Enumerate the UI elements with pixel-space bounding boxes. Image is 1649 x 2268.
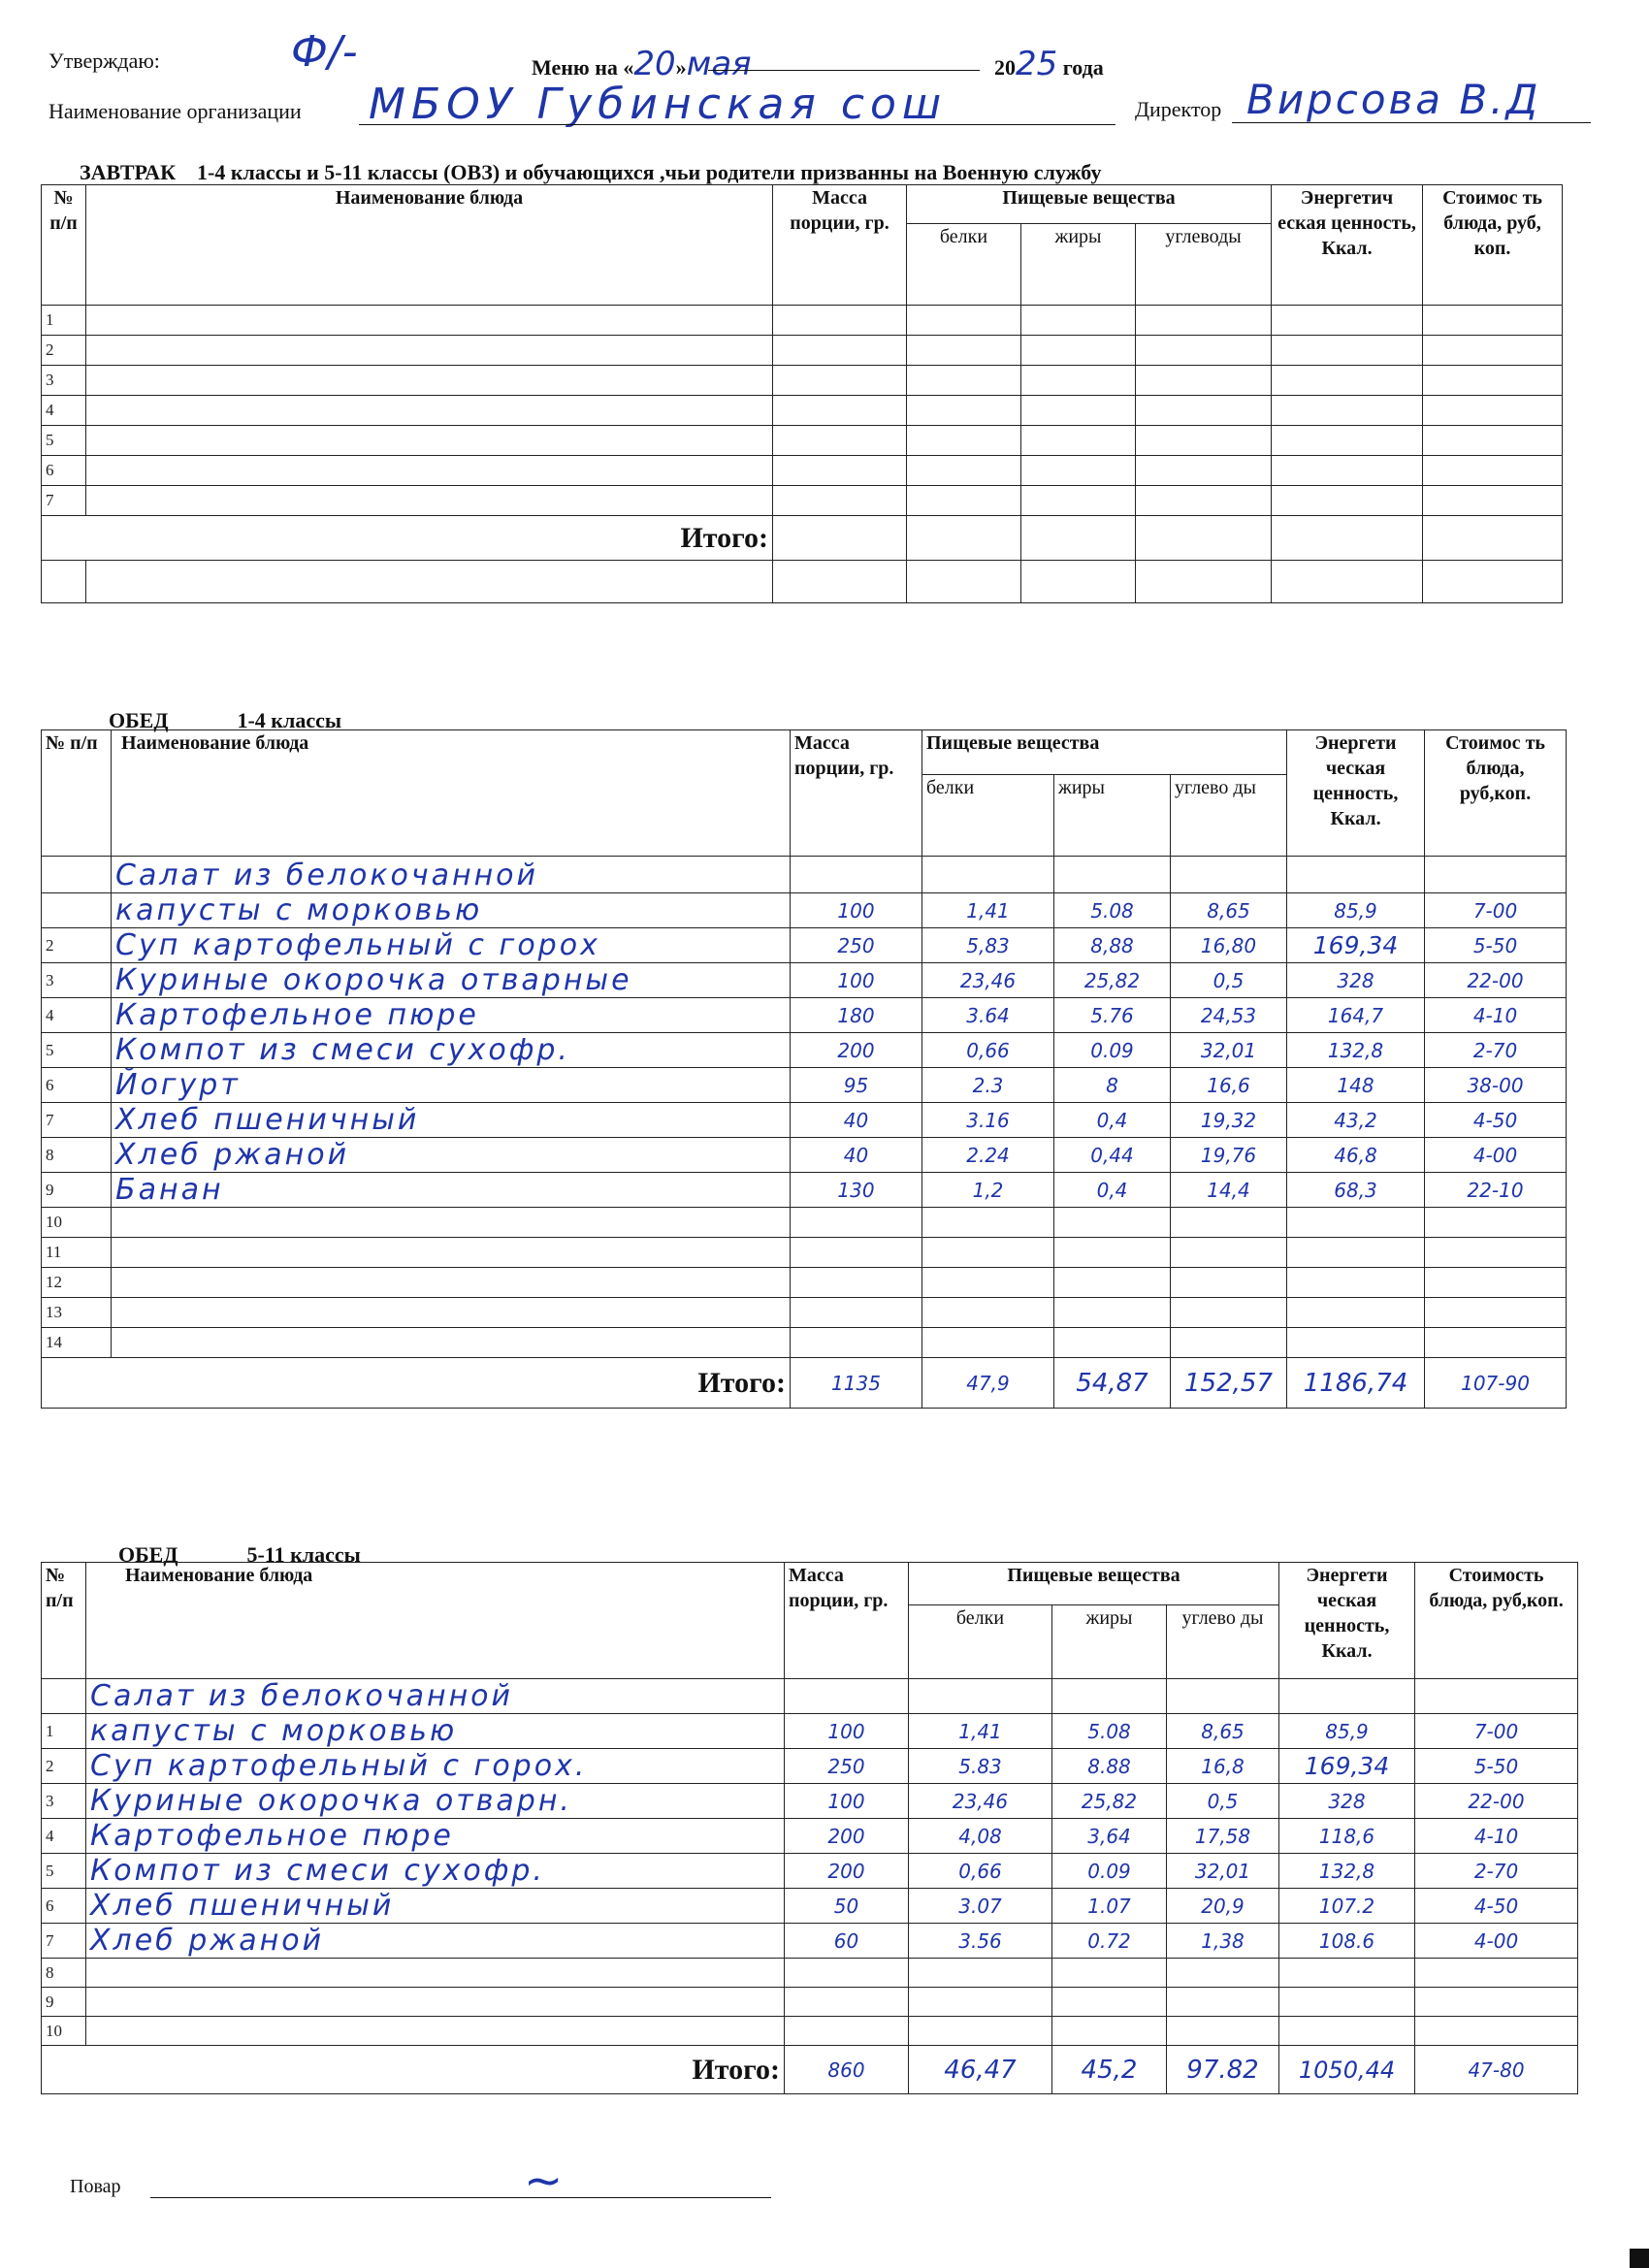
dish-name: Йогурт [115, 1068, 241, 1102]
table-row [42, 1173, 1567, 1208]
dish-carbs [1171, 1208, 1287, 1238]
dish-protein [922, 1208, 1054, 1238]
row-number: 6 [42, 1889, 86, 1924]
lunch1-col-carbs: углево ды [1171, 775, 1287, 857]
dish-carbs: 20,9 [1167, 1889, 1279, 1924]
row-number: 7 [42, 486, 86, 516]
lunch2-dish-name-line1: Салат из белокочанной [90, 1679, 514, 1713]
dish-mass: 100 [791, 893, 922, 928]
lunch2-col-protein: белки [909, 1605, 1052, 1679]
row-number: 4 [42, 998, 112, 1033]
table-row [42, 1138, 1567, 1173]
breakfast-title-line [80, 160, 1101, 185]
dish-mass [791, 1238, 922, 1268]
breakfast-total-label: Итого: [86, 516, 773, 561]
dish-energy [1287, 1268, 1425, 1298]
dish-cost [1425, 1328, 1567, 1358]
dish-cost: 7-00 [1425, 893, 1567, 928]
col-name: Наименование блюда [86, 185, 773, 306]
dish-energy: 43,2 [1287, 1103, 1425, 1138]
dish-fat: 5.76 [1054, 998, 1171, 1033]
dish-protein [909, 1959, 1052, 1988]
lunch1-title: ОБЕД [109, 708, 169, 732]
dish-cost [1425, 1238, 1567, 1268]
dish-cost [1415, 1959, 1578, 1988]
lunch2-total-energy: 1050,44 [1279, 2046, 1415, 2094]
dish-name: Куриные окорочка отварные [115, 963, 632, 997]
dish-carbs: 8,65 [1167, 1714, 1279, 1749]
breakfast-row [42, 486, 1563, 516]
menu-label: Меню на « [532, 55, 634, 80]
lunch1-total-carbs: 152,57 [1171, 1358, 1287, 1409]
cook-signature: ~ [524, 2154, 564, 2208]
row-number: 2 [42, 1749, 86, 1784]
dish-mass: 180 [791, 998, 922, 1033]
col-fat: жиры [1021, 224, 1136, 306]
org-label: Наименование организации [48, 99, 302, 123]
dish-fat: 0.09 [1052, 1854, 1167, 1889]
row-number: 10 [42, 2017, 86, 2046]
dish-cost: 7-00 [1415, 1714, 1578, 1749]
dish-fat: 5.08 [1052, 1714, 1167, 1749]
lunch1-total-mass: 1135 [791, 1358, 922, 1409]
lunch2-col-mass: Масса порции, гр. [785, 1563, 909, 1679]
table-row [42, 1854, 1578, 1889]
dish-protein: 23,46 [922, 963, 1054, 998]
dish-energy [1279, 2017, 1415, 2046]
dish-energy [1279, 1988, 1415, 2017]
dish-name: капусты с морковью [90, 1714, 458, 1748]
dish-protein: 1,41 [909, 1714, 1052, 1749]
dish-mass [785, 1959, 909, 1988]
breakfast-row [42, 366, 1563, 396]
dish-mass [785, 1988, 909, 2017]
lunch1-total-label: Итого: [112, 1358, 791, 1409]
dish-fat [1054, 1298, 1171, 1328]
dish-mass [791, 1268, 922, 1298]
lunch2-col-cost: Стоимость блюда, руб,коп. [1415, 1563, 1578, 1679]
dish-cost [1425, 1208, 1567, 1238]
dish-cost [1425, 1268, 1567, 1298]
row-number: 9 [42, 1988, 86, 2017]
lunch2-total-protein: 46,47 [909, 2046, 1052, 2094]
dish-cost: 5-50 [1425, 928, 1567, 963]
table-row [42, 1819, 1578, 1854]
dish-mass: 40 [791, 1103, 922, 1138]
dish-name: Хлеб ржаной [115, 1138, 350, 1172]
dish-name: Суп картофельный с горох. [90, 1749, 588, 1783]
dish-protein: 0,66 [909, 1854, 1052, 1889]
lunch2-title: ОБЕД [118, 1542, 178, 1567]
dish-cost: 4-00 [1425, 1138, 1567, 1173]
lunch1-col-mass: Масса порции, гр. [791, 730, 922, 857]
dish-protein [922, 1328, 1054, 1358]
breakfast-title: ЗАВТРАК [80, 160, 177, 184]
menu-mid: » [675, 55, 687, 80]
col-carbs: углеводы [1136, 224, 1272, 306]
dish-protein: 2.3 [922, 1068, 1054, 1103]
dish-energy [1279, 1959, 1415, 1988]
dish-carbs [1171, 1298, 1287, 1328]
menu-year-value: 25 [1016, 45, 1058, 83]
dish-cost: 22-00 [1425, 963, 1567, 998]
lunch2-total-mass: 860 [785, 2046, 909, 2094]
row-number: 8 [42, 1138, 112, 1173]
lunch2-col-name: Наименование блюда [86, 1563, 785, 1679]
row-number: 2 [42, 336, 86, 366]
dish-protein: 0,66 [922, 1033, 1054, 1068]
dish-cost: 38-00 [1425, 1068, 1567, 1103]
lunch1-col-name: Наименование блюда [112, 730, 791, 857]
dish-energy [1287, 1208, 1425, 1238]
dish-protein: 1,2 [922, 1173, 1054, 1208]
dish-carbs: 16,8 [1167, 1749, 1279, 1784]
lunch2-total-row [42, 2046, 1578, 2094]
dish-name: Картофельное пюре [115, 998, 479, 1032]
dish-energy [1287, 1238, 1425, 1268]
dish-cost [1425, 1298, 1567, 1328]
dish-cost: 22-00 [1415, 1784, 1578, 1819]
lunch2-col-energy: Энергети ческая ценность, Ккал. [1279, 1563, 1415, 1679]
col-cost: Стоимос ть блюда, руб, коп. [1423, 185, 1563, 306]
dish-energy [1287, 1328, 1425, 1358]
lunch1-total-fat: 54,87 [1054, 1358, 1171, 1409]
lunch2-total-label: Итого: [86, 2046, 785, 2094]
dish-carbs [1171, 1238, 1287, 1268]
lunch1-total-protein: 47,9 [922, 1358, 1054, 1409]
dish-protein: 5,83 [922, 928, 1054, 963]
lunch1-col-num: № п/п [42, 730, 112, 857]
col-mass: Масса порции, гр. [773, 185, 907, 306]
table-row [42, 963, 1567, 998]
row-number: 5 [42, 1033, 112, 1068]
dish-energy: 68,3 [1287, 1173, 1425, 1208]
dish-carbs: 19,32 [1171, 1103, 1287, 1138]
dish-cost: 5-50 [1415, 1749, 1578, 1784]
dish-cost: 2-70 [1415, 1854, 1578, 1889]
dish-mass [791, 1298, 922, 1328]
lunch1-col-cost: Стоимос ть блюда, руб,коп. [1425, 730, 1567, 857]
dish-protein [922, 1268, 1054, 1298]
table-row [42, 893, 1567, 928]
row-number: 3 [42, 366, 86, 396]
dish-fat [1054, 1238, 1171, 1268]
dish-name: Хлеб ржаной [90, 1924, 325, 1958]
table-row [42, 1714, 1578, 1749]
lunch2-col-carbs: углево ды [1167, 1605, 1279, 1679]
dish-mass: 95 [791, 1068, 922, 1103]
breakfast-row [42, 426, 1563, 456]
dish-energy: 169,34 [1279, 1749, 1415, 1784]
table-row [42, 1103, 1567, 1138]
row-number: 9 [42, 1173, 112, 1208]
dish-cost: 4-50 [1415, 1889, 1578, 1924]
dish-fat [1054, 1268, 1171, 1298]
dish-mass: 200 [785, 1854, 909, 1889]
dish-protein [922, 1238, 1054, 1268]
dish-name: капусты с морковью [115, 893, 483, 927]
director-label: Директор [1135, 97, 1222, 121]
dish-name: Компот из смеси сухофр. [90, 1854, 545, 1888]
dish-fat: 8 [1054, 1068, 1171, 1103]
dish-energy: 107.2 [1279, 1889, 1415, 1924]
dish-protein [922, 1298, 1054, 1328]
dish-fat: 25,82 [1054, 963, 1171, 998]
dish-mass [791, 1208, 922, 1238]
scan-corner-mark [1630, 2249, 1649, 2268]
dish-fat: 0,4 [1054, 1173, 1171, 1208]
dish-energy: 108.6 [1279, 1924, 1415, 1959]
dish-carbs: 8,65 [1171, 893, 1287, 928]
table-row [42, 998, 1567, 1033]
dish-cost: 4-10 [1415, 1819, 1578, 1854]
dish-fat: 8,88 [1054, 928, 1171, 963]
lunch1-col-protein: белки [922, 775, 1054, 857]
dish-energy [1287, 1298, 1425, 1328]
lunch2-total-carbs: 97.82 [1167, 2046, 1279, 2094]
approve-signature: Ф/- [291, 27, 358, 77]
table-row [42, 2017, 1578, 2046]
menu-year [994, 45, 1104, 83]
row-number: 3 [42, 1784, 86, 1819]
lunch2-name-continuation-row [42, 1679, 1578, 1714]
dish-cost: 4-10 [1425, 998, 1567, 1033]
dish-fat: 8.88 [1052, 1749, 1167, 1784]
table-row [42, 1238, 1567, 1268]
dish-cost: 2-70 [1425, 1033, 1567, 1068]
row-number: 4 [42, 1819, 86, 1854]
breakfast-total-row [42, 516, 1563, 561]
lunch1-name-continuation-row [42, 857, 1567, 893]
dish-protein: 3.07 [909, 1889, 1052, 1924]
org-value: МБОУ Губинская сош [369, 80, 948, 129]
dish-carbs: 17,58 [1167, 1819, 1279, 1854]
dish-name: Картофельное пюре [90, 1819, 454, 1853]
lunch2-total-cost: 47-80 [1415, 2046, 1578, 2094]
dish-energy: 118,6 [1279, 1819, 1415, 1854]
col-protein: белки [907, 224, 1021, 306]
approve-label: Утверждаю: [48, 49, 160, 73]
dish-carbs [1171, 1268, 1287, 1298]
dish-name: Банан [115, 1173, 224, 1207]
dish-fat [1054, 1328, 1171, 1358]
dish-name: Куриные окорочка отварн. [90, 1784, 572, 1818]
table-row [42, 1328, 1567, 1358]
row-number: 13 [42, 1298, 112, 1328]
dish-carbs [1167, 1988, 1279, 2017]
dish-mass: 50 [785, 1889, 909, 1924]
lunch2-col-nutrients: Пищевые вещества [909, 1563, 1279, 1605]
col-nutrients: Пищевые вещества [907, 185, 1272, 224]
row-number: 12 [42, 1268, 112, 1298]
table-row [42, 1959, 1578, 1988]
dish-energy: 85,9 [1287, 893, 1425, 928]
dish-fat [1052, 1959, 1167, 1988]
dish-carbs: 14,4 [1171, 1173, 1287, 1208]
dish-carbs: 32,01 [1167, 1854, 1279, 1889]
row-number: 6 [42, 456, 86, 486]
breakfast-row [42, 456, 1563, 486]
dish-protein: 5.83 [909, 1749, 1052, 1784]
dish-energy: 328 [1279, 1784, 1415, 1819]
lunch1-subtitle: 1-4 классы [237, 708, 342, 732]
table-row [42, 1749, 1578, 1784]
table-row [42, 1924, 1578, 1959]
row-number: 5 [42, 426, 86, 456]
dish-carbs: 0,5 [1167, 1784, 1279, 1819]
dish-carbs: 24,53 [1171, 998, 1287, 1033]
table-row [42, 1268, 1567, 1298]
row-number: 10 [42, 1208, 112, 1238]
menu-day: 20 [633, 45, 676, 83]
cook-label: Повар [70, 2176, 121, 2197]
lunch2-col-fat: жиры [1052, 1605, 1167, 1679]
lunch1-total-row [42, 1358, 1567, 1409]
lunch1-total-cost: 107-90 [1425, 1358, 1567, 1409]
dish-mass: 100 [785, 1714, 909, 1749]
dish-fat [1054, 1208, 1171, 1238]
row-number: 11 [42, 1238, 112, 1268]
lunch2-col-num: № п/п [42, 1563, 86, 1679]
lunch1-col-fat: жиры [1054, 775, 1171, 857]
dish-cost: 4-00 [1415, 1924, 1578, 1959]
dish-name: Хлеб пшеничный [115, 1103, 420, 1137]
dish-protein: 1,41 [922, 893, 1054, 928]
dish-protein [909, 1988, 1052, 2017]
dish-protein: 2.24 [922, 1138, 1054, 1173]
breakfast-row [42, 396, 1563, 426]
row-number: 6 [42, 1068, 112, 1103]
dish-fat [1052, 2017, 1167, 2046]
dish-energy: 85,9 [1279, 1714, 1415, 1749]
table-row [42, 1988, 1578, 2017]
lunch1-table [41, 729, 1567, 1409]
dish-name: Суп картофельный с горох [115, 928, 600, 962]
row-number: 4 [42, 396, 86, 426]
dish-mass: 100 [785, 1784, 909, 1819]
dish-cost [1415, 1988, 1578, 2017]
lunch2-subtitle: 5-11 классы [246, 1542, 361, 1567]
dish-carbs [1167, 2017, 1279, 2046]
menu-month: мая [686, 45, 752, 83]
dish-mass: 60 [785, 1924, 909, 1959]
dish-carbs [1167, 1959, 1279, 1988]
dish-mass: 130 [791, 1173, 922, 1208]
table-row [42, 928, 1567, 963]
table-row [42, 1784, 1578, 1819]
dish-mass: 100 [791, 963, 922, 998]
dish-fat: 0,44 [1054, 1138, 1171, 1173]
dish-mass [785, 2017, 909, 2046]
dish-fat: 0.72 [1052, 1924, 1167, 1959]
dish-fat: 3,64 [1052, 1819, 1167, 1854]
dish-fat [1052, 1988, 1167, 2017]
menu-title [532, 45, 752, 83]
dish-carbs [1171, 1328, 1287, 1358]
table-row [42, 1298, 1567, 1328]
row-number: 1 [42, 306, 86, 336]
dish-protein: 23,46 [909, 1784, 1052, 1819]
dish-mass: 200 [785, 1819, 909, 1854]
row-number: 3 [42, 963, 112, 998]
row-number: 14 [42, 1328, 112, 1358]
lunch1-dish-name-line1: Салат из белокочанной [115, 859, 539, 892]
dish-fat: 0,4 [1054, 1103, 1171, 1138]
table-row [42, 1208, 1567, 1238]
menu-year-suffix: года [1062, 55, 1104, 80]
breakfast-subtitle: 1-4 классы и 5-11 классы (ОВЗ) и обучающихся ,чьи родители призванны на Военную службу [197, 160, 1102, 184]
menu-year-prefix: 20 [994, 55, 1016, 80]
table-row [42, 1889, 1578, 1924]
breakfast-row [42, 306, 1563, 336]
table-row [42, 1033, 1567, 1068]
dish-protein [909, 2017, 1052, 2046]
dish-energy: 164,7 [1287, 998, 1425, 1033]
dish-fat: 5.08 [1054, 893, 1171, 928]
dish-name: Хлеб пшеничный [90, 1889, 395, 1923]
dish-protein: 4,08 [909, 1819, 1052, 1854]
dish-fat: 25,82 [1052, 1784, 1167, 1819]
dish-protein: 3.56 [909, 1924, 1052, 1959]
row-number: 7 [42, 1924, 86, 1959]
lunch1-col-nutrients: Пищевые вещества [922, 730, 1287, 775]
dish-cost: 22-10 [1425, 1173, 1567, 1208]
dish-energy: 148 [1287, 1068, 1425, 1103]
lunch1-col-energy: Энергети ческая ценность, Ккал. [1287, 730, 1425, 857]
dish-mass: 40 [791, 1138, 922, 1173]
dish-cost: 4-50 [1425, 1103, 1567, 1138]
breakfast-row [42, 336, 1563, 366]
dish-carbs: 1,38 [1167, 1924, 1279, 1959]
dish-carbs: 19,76 [1171, 1138, 1287, 1173]
dish-protein: 3.16 [922, 1103, 1054, 1138]
row-number [42, 893, 112, 928]
dish-cost [1415, 2017, 1578, 2046]
dish-energy: 132,8 [1287, 1033, 1425, 1068]
dish-energy: 169,34 [1287, 928, 1425, 963]
dish-carbs: 0,5 [1171, 963, 1287, 998]
table-row [42, 1068, 1567, 1103]
row-number: 8 [42, 1959, 86, 1988]
dish-fat: 0.09 [1054, 1033, 1171, 1068]
dish-energy: 328 [1287, 963, 1425, 998]
dish-name: Компот из смеси сухофр. [115, 1033, 570, 1067]
col-num: № п/п [42, 185, 86, 306]
dish-protein: 3.64 [922, 998, 1054, 1033]
dish-mass [791, 1328, 922, 1358]
row-number: 1 [42, 1714, 86, 1749]
dish-carbs: 32,01 [1171, 1033, 1287, 1068]
dish-fat: 1.07 [1052, 1889, 1167, 1924]
dish-carbs: 16,6 [1171, 1068, 1287, 1103]
lunch2-total-fat: 45,2 [1052, 2046, 1167, 2094]
dish-mass: 250 [785, 1749, 909, 1784]
lunch1-total-energy: 1186,74 [1287, 1358, 1425, 1409]
row-number: 7 [42, 1103, 112, 1138]
dish-energy: 46,8 [1287, 1138, 1425, 1173]
col-energy: Энергетич еская ценность, Ккал. [1272, 185, 1423, 306]
dish-carbs: 16,80 [1171, 928, 1287, 963]
director-value: Вирсова В.Д [1246, 76, 1541, 123]
lunch2-table [41, 1562, 1578, 2094]
dish-mass: 200 [791, 1033, 922, 1068]
dish-energy: 132,8 [1279, 1854, 1415, 1889]
row-number: 2 [42, 928, 112, 963]
breakfast-table [41, 184, 1563, 603]
dish-mass: 250 [791, 928, 922, 963]
row-number: 5 [42, 1854, 86, 1889]
